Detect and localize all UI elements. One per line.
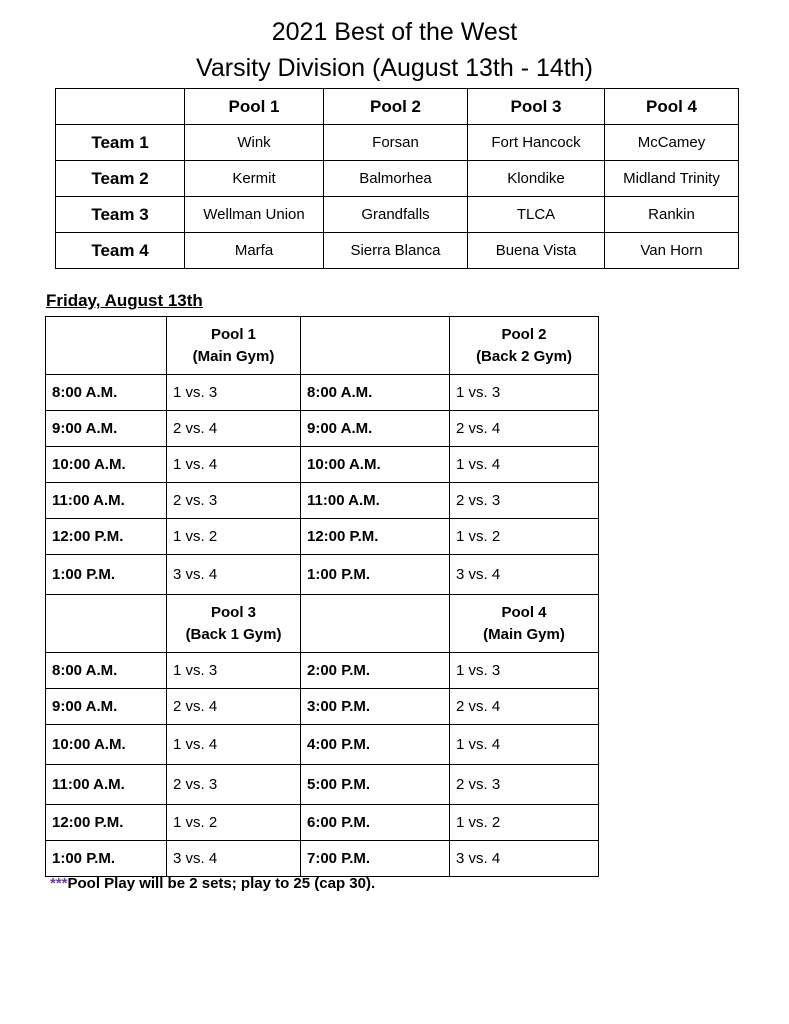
note-text: Pool Play will be 2 sets; play to 25 (cap 30). (67, 875, 376, 892)
row-label: Team 3 (56, 197, 185, 233)
gym-name: (Back 2 Gym) (476, 347, 572, 365)
time-cell: 3:00 P.M. (301, 689, 450, 725)
pool-header (167, 595, 301, 653)
time-cell: 11:00 A.M. (301, 483, 450, 519)
team-cell: Rankin (605, 197, 739, 233)
match-cell: 2 vs. 3 (167, 765, 301, 805)
time-cell: 1:00 P.M. (46, 841, 167, 877)
match-cell: 3 vs. 4 (450, 841, 599, 877)
table-row (56, 161, 739, 197)
team-cell: Wellman Union (185, 197, 324, 233)
match-cell: 1 vs. 3 (450, 653, 599, 689)
pool-header (450, 595, 599, 653)
match-cell: 3 vs. 4 (167, 555, 301, 595)
table-row (46, 411, 599, 447)
match-cell: 1 vs. 4 (450, 725, 599, 765)
match-cell: 1 vs. 2 (167, 805, 301, 841)
header-cell: Pool 4 (605, 89, 739, 125)
team-cell: Kermit (185, 161, 324, 197)
team-cell: TLCA (468, 197, 605, 233)
team-cell: Marfa (185, 233, 324, 269)
table-row (46, 805, 599, 841)
teams-table (55, 88, 739, 269)
time-cell: 6:00 P.M. (301, 805, 450, 841)
time-cell: 8:00 A.M. (301, 375, 450, 411)
match-cell: 2 vs. 3 (167, 483, 301, 519)
table-row (46, 841, 599, 877)
table-row (46, 653, 599, 689)
pool-header-row (46, 595, 599, 653)
time-cell: 8:00 A.M. (46, 375, 167, 411)
gym-name: (Main Gym) (483, 625, 565, 643)
gym-name: (Back 1 Gym) (185, 625, 282, 643)
table-row (46, 519, 599, 555)
time-cell: 10:00 A.M. (301, 447, 450, 483)
match-cell: 2 vs. 4 (167, 689, 301, 725)
table-row (46, 765, 599, 805)
match-cell: 2 vs. 4 (450, 689, 599, 725)
table-row (56, 197, 739, 233)
match-cell: 1 vs. 4 (450, 447, 599, 483)
time-cell: 12:00 P.M. (46, 805, 167, 841)
schedule-table (45, 316, 599, 877)
pool-name: Pool 1 (210, 325, 256, 343)
time-cell: 9:00 A.M. (301, 411, 450, 447)
team-cell: McCamey (605, 125, 739, 161)
team-cell: Midland Trinity (605, 161, 739, 197)
time-cell: 1:00 P.M. (46, 555, 167, 595)
team-cell: Fort Hancock (468, 125, 605, 161)
match-cell: 2 vs. 4 (450, 411, 599, 447)
time-cell: 5:00 P.M. (301, 765, 450, 805)
teams-header-row (56, 89, 739, 125)
match-cell: 3 vs. 4 (450, 555, 599, 595)
table-row (46, 375, 599, 411)
table-row (46, 483, 599, 519)
header-cell: Pool 2 (324, 89, 468, 125)
time-cell: 10:00 A.M. (46, 725, 167, 765)
team-cell: Forsan (324, 125, 468, 161)
match-cell: 1 vs. 3 (450, 375, 599, 411)
pool-name: Pool 4 (501, 603, 547, 621)
team-cell: Buena Vista (468, 233, 605, 269)
match-cell: 2 vs. 4 (167, 411, 301, 447)
time-cell: 10:00 A.M. (46, 447, 167, 483)
pool-header (450, 317, 599, 375)
table-row (46, 555, 599, 595)
team-cell: Balmorhea (324, 161, 468, 197)
time-cell: 4:00 P.M. (301, 725, 450, 765)
match-cell: 2 vs. 3 (450, 765, 599, 805)
team-cell: Sierra Blanca (324, 233, 468, 269)
match-cell: 1 vs. 3 (167, 375, 301, 411)
empty-cell (301, 595, 450, 653)
team-cell: Wink (185, 125, 324, 161)
empty-cell (301, 317, 450, 375)
time-cell: 8:00 A.M. (46, 653, 167, 689)
match-cell: 1 vs. 2 (450, 805, 599, 841)
match-cell: 1 vs. 4 (167, 725, 301, 765)
match-cell: 3 vs. 4 (167, 841, 301, 877)
row-label: Team 4 (56, 233, 185, 269)
page-subtitle: Varsity Division (August 13th - 14th) (196, 54, 593, 82)
table-row (46, 689, 599, 725)
team-cell: Van Horn (605, 233, 739, 269)
team-cell: Grandfalls (324, 197, 468, 233)
empty-cell (46, 317, 167, 375)
time-cell: 9:00 A.M. (46, 689, 167, 725)
match-cell: 1 vs. 2 (167, 519, 301, 555)
time-cell: 11:00 A.M. (46, 483, 167, 519)
time-cell: 2:00 P.M. (301, 653, 450, 689)
day-heading: Friday, August 13th (46, 291, 203, 310)
header-cell: Pool 3 (468, 89, 605, 125)
time-cell: 12:00 P.M. (46, 519, 167, 555)
team-cell: Klondike (468, 161, 605, 197)
time-cell: 9:00 A.M. (46, 411, 167, 447)
note-asterisks: *** (50, 875, 68, 892)
table-row (56, 233, 739, 269)
match-cell: 1 vs. 2 (450, 519, 599, 555)
pool-name: Pool 3 (210, 603, 256, 621)
page-title: 2021 Best of the West (271, 18, 518, 46)
match-cell: 2 vs. 3 (450, 483, 599, 519)
time-cell: 11:00 A.M. (46, 765, 167, 805)
header-cell (56, 89, 185, 125)
pool-header (167, 317, 301, 375)
gym-name: (Main Gym) (192, 347, 275, 365)
row-label: Team 2 (56, 161, 185, 197)
pool-name: Pool 2 (501, 325, 547, 343)
empty-cell (46, 595, 167, 653)
pool-header-row (46, 317, 599, 375)
match-cell: 1 vs. 4 (167, 447, 301, 483)
table-row (46, 725, 599, 765)
match-cell: 1 vs. 3 (167, 653, 301, 689)
header-cell: Pool 1 (185, 89, 324, 125)
time-cell: 7:00 P.M. (301, 841, 450, 877)
row-label: Team 1 (56, 125, 185, 161)
time-cell: 1:00 P.M. (301, 555, 450, 595)
pool-play-note (50, 875, 375, 892)
time-cell: 12:00 P.M. (301, 519, 450, 555)
table-row (46, 447, 599, 483)
table-row (56, 125, 739, 161)
